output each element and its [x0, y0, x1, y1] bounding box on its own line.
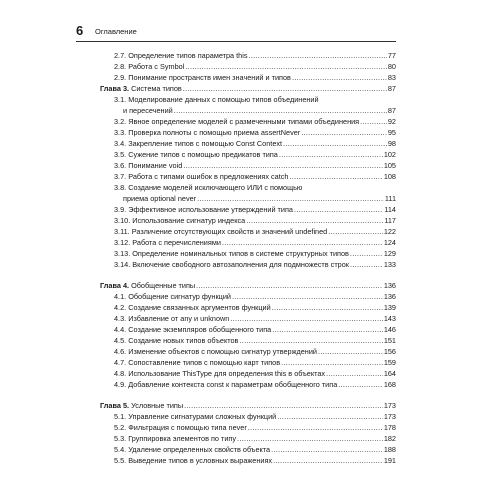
dot-leader [196, 280, 383, 291]
toc-entry-title: 3.12. Работа с перечислениями [114, 238, 221, 247]
toc-entry-title: 2.8. Работа с Symbol [114, 62, 185, 71]
toc-section-entry [100, 248, 396, 259]
header-rule [76, 41, 396, 42]
toc-page-number: 124 [383, 238, 396, 247]
dot-leader [271, 444, 383, 455]
toc-section-entry [100, 411, 396, 422]
running-title: Оглавление [95, 27, 137, 36]
toc-section-entry [100, 357, 396, 368]
dot-leader [279, 149, 383, 160]
dot-leader [183, 160, 383, 171]
toc-entry-title-line1: 3.1. Моделирование данных с помощью типов объединений [114, 95, 319, 104]
toc-entry-title: 3.6. Понимание void [114, 161, 183, 170]
toc-entry-title: 3.4. Закрепление типов с помощью Const Context [114, 139, 283, 148]
toc-section-entry [100, 127, 396, 138]
toc-page-number: 182 [383, 434, 396, 443]
toc-entry-title: и пересечений [123, 106, 173, 115]
toc-page-number: 102 [383, 150, 396, 159]
toc-page-number: 178 [383, 423, 396, 432]
toc-page-number: 111 [384, 194, 396, 203]
toc-page-number: 173 [383, 401, 396, 410]
toc-section-entry [100, 259, 396, 270]
toc-page-number: 80 [387, 62, 396, 71]
toc-section-entry [100, 237, 396, 248]
toc-section-entry [100, 346, 396, 357]
dot-leader [197, 193, 384, 204]
dot-leader [232, 291, 383, 302]
toc-entry-title: 3.3. Проверка полноты с помощью приема assertNever [114, 128, 301, 137]
toc-section-entry [100, 422, 396, 433]
toc-page-number: 133 [383, 260, 396, 269]
toc-entry-title: 3.9. Эффективное использование утверждений типа [114, 205, 293, 214]
toc-page-number: 146 [383, 325, 396, 334]
toc-entry-title: 5.1. Управление сигнатурами сложных функций [114, 412, 277, 421]
toc-entry-title: 3.7. Работа с типами ошибок в предложениях catch [114, 172, 289, 181]
dot-leader [350, 248, 383, 259]
dot-leader [272, 302, 383, 313]
toc-page-number: 139 [383, 303, 396, 312]
dot-leader [183, 83, 387, 94]
toc-section-entry [100, 226, 396, 237]
dot-leader [281, 357, 383, 368]
toc-page-number: 114 [384, 205, 396, 214]
dot-leader [222, 237, 383, 248]
toc-entry-title: 4.1. Обобщение сигнатур функций [114, 292, 231, 301]
toc-page-number: 156 [383, 347, 396, 356]
chapter-title: Условные типы [131, 401, 184, 410]
toc-chapter-entry [100, 83, 396, 94]
toc-page-number: 95 [387, 128, 396, 137]
toc-section-entry [100, 61, 396, 72]
toc-entry-title: 4.5. Создание новых типов объектов [114, 336, 239, 345]
dot-leader [283, 138, 387, 149]
toc-entry-title-line1: 3.8. Создание моделей исключающего ИЛИ с помощью [114, 183, 303, 192]
toc-entry-title: 3.13. Определение номинальных типов в системе структурных типов [114, 249, 349, 258]
toc-entry-title: 4.2. Создание связанных аргументов функций [114, 303, 271, 312]
toc-entry-title: 3.2. Явное определение моделей с размеченными типами объединения [114, 117, 360, 126]
dot-leader [277, 411, 383, 422]
toc-entry-title: 4.9. Добавление контекста const к параметрам обобщенного типа [114, 380, 338, 389]
dot-leader [185, 61, 387, 72]
dot-leader [174, 105, 387, 116]
toc-section-entry [100, 379, 396, 390]
toc-entry-title: 2.9. Понимание пространств имен значений и типов [114, 73, 291, 82]
toc-section-entry [100, 313, 396, 324]
toc-section-entry [100, 204, 396, 215]
dot-leader [360, 116, 387, 127]
toc-page-number: 83 [387, 73, 396, 82]
dot-leader [318, 346, 383, 357]
toc-entry-title: 4.7. Сопоставление типов с помощью карт типов [114, 358, 281, 367]
dot-leader [338, 379, 383, 390]
page-header [76, 23, 426, 40]
dot-leader [249, 50, 387, 61]
chapter-label: Глава 4. [100, 281, 130, 290]
dot-leader [246, 215, 383, 226]
toc-entry-title: 5.5. Выведение типов в условных выражениях [114, 456, 273, 465]
toc-entry-title: 3.11. Различение отсутствующих свойств и значений undefined [114, 227, 328, 236]
toc-page-number: 98 [387, 139, 396, 148]
toc-page-number: 129 [383, 249, 396, 258]
toc-page-number: 117 [384, 216, 396, 225]
dot-leader [272, 324, 383, 335]
toc-page-number: 92 [387, 117, 396, 126]
dot-leader [328, 226, 383, 237]
toc-section-entry [100, 149, 396, 160]
toc-page-number: 191 [383, 456, 396, 465]
toc-entry-title: 4.3. Избавление от any и unknown [114, 314, 230, 323]
toc-entry-title: 5.2. Фильтрация с помощью типа never [114, 423, 247, 432]
toc-page-number: 188 [383, 445, 396, 454]
toc-section-entry [100, 94, 396, 116]
toc-page-number: 151 [383, 336, 396, 345]
toc-page-number: 108 [383, 172, 396, 181]
toc-section-entry [100, 433, 396, 444]
toc-entry-title: 2.7. Определение типов параметра this [114, 51, 248, 60]
toc-entry-title: 3.5. Сужение типов с помощью предикатов типа [114, 150, 278, 159]
toc-section-entry [100, 116, 396, 127]
dot-leader [292, 72, 387, 83]
toc-chapter-entry [100, 280, 396, 291]
toc-section-entry [100, 138, 396, 149]
toc-section-entry [100, 171, 396, 182]
toc-page-number: 136 [383, 281, 396, 290]
toc-entry-title: 3.14. Включение свободного автозаполнения для подмножеств строк [114, 260, 349, 269]
toc-section-entry [100, 160, 396, 171]
toc-section-entry [100, 182, 396, 204]
toc-page-number: 77 [387, 51, 396, 60]
toc-section-entry [100, 72, 396, 83]
chapter-title: Обобщенные типы [131, 281, 196, 290]
dot-leader [289, 171, 382, 182]
toc-section-entry [100, 324, 396, 335]
toc-page-number: 173 [383, 412, 396, 421]
toc-page-number: 159 [383, 358, 396, 367]
toc-page-number: 87 [387, 106, 396, 115]
toc-page-number: 136 [383, 292, 396, 301]
dot-leader [294, 204, 383, 215]
toc-entry-title: 3.10. Использование сигнатур индекса [114, 216, 246, 225]
toc-entry-title: 4.4. Создание экземпляров обобщенного типа [114, 325, 272, 334]
toc-section-entry [100, 455, 396, 466]
toc-entry-title: 4.6. Изменение объектов с помощью сигнатур утверждений [114, 347, 317, 356]
toc-page-number: 168 [383, 380, 396, 389]
dot-leader [350, 259, 383, 270]
toc-section-entry [100, 335, 396, 346]
toc-entry-title: приема optional never [123, 194, 197, 203]
chapter-label: Глава 5. [100, 401, 130, 410]
chapter-title: Система типов [131, 84, 182, 93]
toc-chapter-entry [100, 400, 396, 411]
dot-leader [239, 335, 382, 346]
dot-leader [184, 400, 383, 411]
toc-page-number: 105 [383, 161, 396, 170]
toc-entry-title: 4.8. Использование ThisType для определения this в объектах [114, 369, 326, 378]
table-of-contents [100, 50, 396, 466]
toc-page-number: 164 [383, 369, 396, 378]
dot-leader [273, 455, 383, 466]
toc-section-entry [100, 215, 396, 226]
toc-section-entry [100, 291, 396, 302]
toc-section-entry [100, 444, 396, 455]
page-number: 6 [76, 23, 84, 38]
toc-section-entry [100, 50, 396, 61]
dot-leader [326, 368, 383, 379]
toc-section-entry [100, 368, 396, 379]
toc-page-number: 122 [383, 227, 396, 236]
chapter-label: Глава 3. [100, 84, 130, 93]
toc-section-entry [100, 302, 396, 313]
toc-page-number: 87 [387, 84, 396, 93]
dot-leader [237, 433, 383, 444]
toc-entry-title: 5.3. Группировка элементов по типу [114, 434, 237, 443]
toc-entry-title: 5.4. Удаление определенных свойств объекта [114, 445, 271, 454]
dot-leader [301, 127, 387, 138]
dot-leader [248, 422, 383, 433]
toc-page-number: 143 [383, 314, 396, 323]
dot-leader [230, 313, 382, 324]
